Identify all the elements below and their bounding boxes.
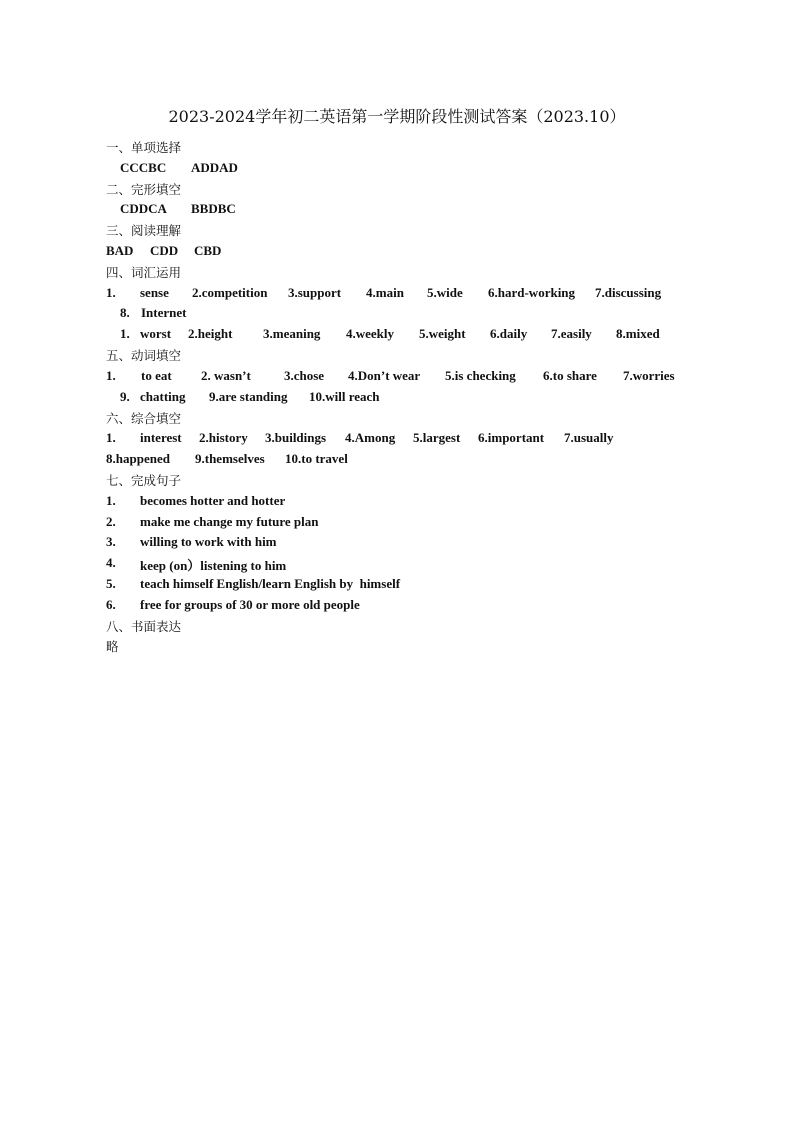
section-8-heading: 八、书面表达 <box>106 619 182 634</box>
answer-word: 5.weight <box>419 326 466 341</box>
section-8-text: 略 <box>106 639 119 654</box>
item-number: 1. <box>106 493 116 508</box>
answer-word: 6.to share <box>543 368 597 383</box>
answer-word: 6.daily <box>490 326 528 341</box>
section-1-heading: 一、单项选择 <box>106 140 182 155</box>
answer-group: ADDAD <box>191 160 238 175</box>
answer-word: 7.worries <box>623 368 675 383</box>
answer-group: BBDBC <box>191 201 236 216</box>
answer-word: 7.usually <box>564 430 614 445</box>
sentence-answer: becomes hotter and hotter <box>140 493 286 508</box>
answer-word: 9.themselves <box>195 451 265 466</box>
answer-word: 8.mixed <box>616 326 660 341</box>
answer-word: 4.main <box>366 285 404 300</box>
answer-word: 2.history <box>199 430 248 445</box>
answer-word: 8.happened <box>106 451 170 466</box>
section-2-heading: 二、完形填空 <box>106 182 182 197</box>
answer-word: 4.Among <box>345 430 396 445</box>
answer-word: 5.is checking <box>445 368 516 383</box>
answer-word: Internet <box>141 305 187 320</box>
answer-word: 2.height <box>188 326 233 341</box>
answer-word: worst <box>140 326 172 341</box>
answer-word: 4.Don’t wear <box>348 368 421 383</box>
item-number: 1. <box>120 326 130 341</box>
answer-word: 6.important <box>478 430 545 445</box>
item-number: 3. <box>106 534 116 549</box>
answer-word: 5.largest <box>413 430 461 445</box>
answer-word: 9.are standing <box>209 389 288 404</box>
section-1-answers <box>0 160 680 178</box>
sentence-item <box>0 493 680 511</box>
answer-word: 6.hard-working <box>488 285 576 300</box>
section-6-heading: 六、综合填空 <box>106 411 182 426</box>
item-number: 1. <box>106 285 116 300</box>
section-4-row-2 <box>0 305 680 323</box>
item-number: 8. <box>120 305 130 320</box>
item-number: 5. <box>106 576 116 591</box>
answer-group: CDDCA <box>120 201 167 216</box>
sentence-item <box>0 555 680 573</box>
answer-word: 5.wide <box>427 285 463 300</box>
answer-word: 10.to travel <box>285 451 348 466</box>
section-5-row-2 <box>0 389 680 407</box>
answer-word: to eat <box>141 368 172 383</box>
item-number: 1. <box>106 430 116 445</box>
answer-word: 3.meaning <box>263 326 321 341</box>
answer-word: 7.discussing <box>595 285 662 300</box>
page-title: 2023-2024学年初二英语第一学期阶段性测试答案（2023.10） <box>168 107 626 126</box>
answer-word: 2.competition <box>192 285 268 300</box>
item-number: 6. <box>106 597 116 612</box>
answer-group: CDD <box>150 243 179 258</box>
answer-word: chatting <box>140 389 186 404</box>
answer-group: BAD <box>106 243 134 258</box>
item-number: 9. <box>120 389 130 404</box>
answer-word: interest <box>140 430 182 445</box>
answer-word: 7.easily <box>551 326 592 341</box>
item-number: 1. <box>106 368 116 383</box>
answer-word: 3.buildings <box>265 430 327 445</box>
answer-group: CCCBC <box>120 160 167 175</box>
answer-word: 2. wasn’t <box>201 368 251 383</box>
answer-group: CBD <box>194 243 222 258</box>
section-3-answers <box>0 243 680 261</box>
section-6-row-1 <box>0 430 680 448</box>
answer-word: 3.chose <box>284 368 325 383</box>
section-5-row-1 <box>0 368 680 386</box>
sentence-item <box>0 597 680 615</box>
section-7-heading: 七、完成句子 <box>106 473 182 488</box>
section-4-row-1 <box>0 285 680 303</box>
sentence-answer: free for groups of 30 or more old people <box>140 597 360 612</box>
sentence-answer: teach himself English/learn English by himself <box>140 576 401 591</box>
section-4-heading: 四、词汇运用 <box>106 265 182 280</box>
answer-word: 3.support <box>288 285 342 300</box>
sentence-answer: make me change my future plan <box>140 514 319 529</box>
sentence-answer: keep (on）listening to him <box>140 558 287 573</box>
item-number: 4. <box>106 555 116 570</box>
section-2-answers <box>0 201 680 219</box>
section-3-heading: 三、阅读理解 <box>106 223 182 238</box>
item-number: 2. <box>106 514 116 529</box>
section-6-row-2 <box>0 451 680 469</box>
sentence-item <box>0 576 680 594</box>
answer-word: 10.will reach <box>309 389 380 404</box>
answer-word: 4.weekly <box>346 326 395 341</box>
section-4-row-3 <box>0 326 680 344</box>
section-5-heading: 五、动词填空 <box>106 348 182 363</box>
sentence-item <box>0 534 680 552</box>
answer-word: sense <box>140 285 169 300</box>
sentence-item <box>0 514 680 532</box>
sentence-answer: willing to work with him <box>140 534 277 549</box>
